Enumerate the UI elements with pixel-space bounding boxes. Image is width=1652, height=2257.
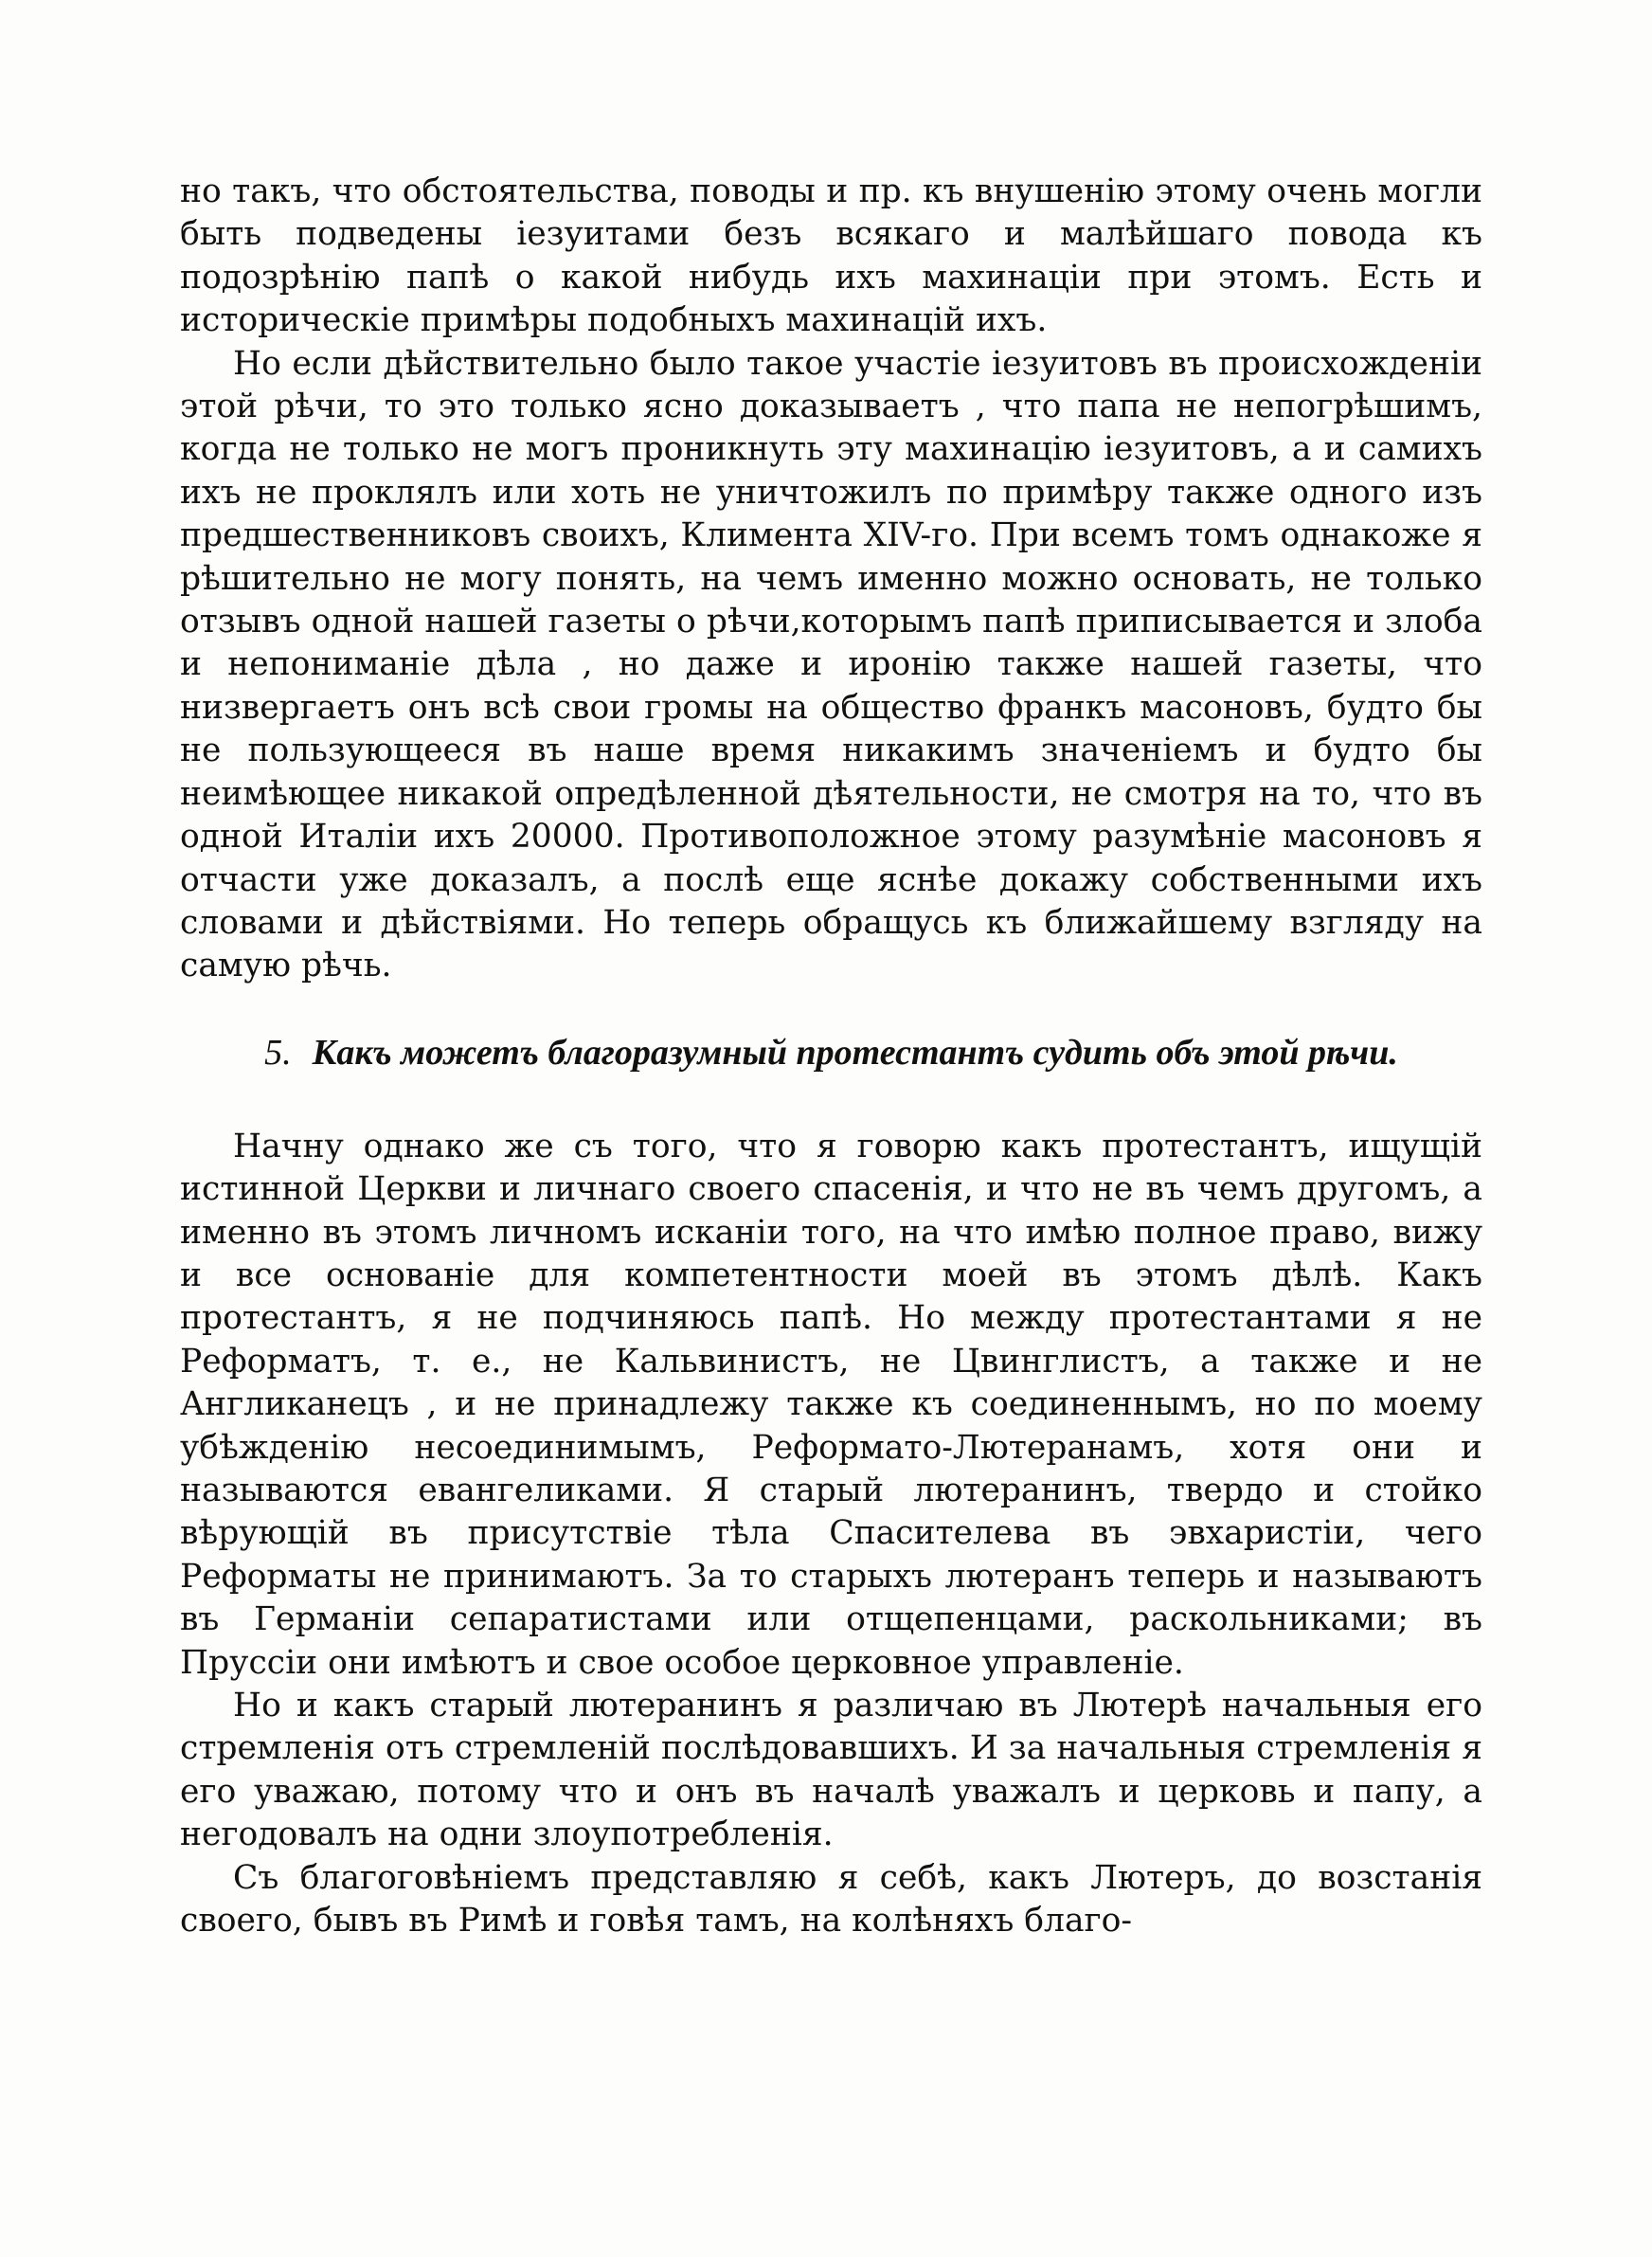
paragraph-continued: Съ благоговѣніемъ представляю я себѣ, какъ Лютеръ, до возстанія своего, бывъ въ Римѣ и говѣя тамъ, на колѣняхъ благо-: [180, 1858, 1482, 1941]
page-text: [180, 171, 1482, 1942]
section-title: Какъ можетъ благоразумный протестантъ судить объ этой рѣчи.: [312, 1032, 1398, 1073]
paragraph: Но и какъ старый лютеранинъ я различаю въ Лютерѣ начальныя его стремленія отъ стремленій послѣдовавшихъ. И за начальныя стремленія я его уважаю, потому что и онъ въ началѣ уважалъ и церковь и папу, а негодовалъ на одни злоупотребленія.: [180, 1687, 1482, 1854]
section-heading: [180, 1031, 1482, 1074]
paragraph-continuation: но такъ, что обстоятельства, поводы и пр. къ внушенію этому очень могли быть подведены іезуитами безъ всякаго и малѣйшаго повода къ подозрѣнію папѣ о какой нибудь ихъ махинаціи при этомъ. Есть и историческіе примѣры подобныхъ махинацій ихъ.: [180, 172, 1482, 340]
paragraph: Начну однако же съ того, что я говорю какъ протестантъ, ищущій истинной Церкви и личнаго своего спасенія, и что не въ чемъ другомъ, а именно въ этомъ личномъ исканіи того, на что имѣю полное право, вижу и все основаніе для компетентности моей въ этомъ дѣлѣ. Какъ протестантъ, я не подчиняюсь папѣ. Но между протестантами я не Реформатъ, т. е., не Кальвинистъ, не Цвинглистъ, а также и не Англиканецъ , и не принадлежу также къ соединеннымъ, но по моему убѣжденію несоединимымъ, Реформато-Лютеранамъ, хотя они и называются евангеликами. Я старый лютеранинъ, твердо и стойко вѣрующій въ присутствіе тѣла Спасителева въ эвхаристіи, чего Реформаты не принимаютъ. За то старыхъ лютеранъ теперь и называютъ въ Германіи сепаратистами или отщепенцами, раскольниками; въ Пруссіи они имѣютъ и свое особое церковное управленіе.: [180, 1127, 1482, 1682]
paragraph: Но если дѣйствительно было такое участіе іезуитовъ въ происхожденіи этой рѣчи, то это только ясно доказываетъ , что папа не непогрѣшимъ, когда не только не могъ проникнуть эту махинацію іезуитовъ, а и самихъ ихъ не проклялъ или хоть не уничтожилъ по примѣру также одного изъ предшественниковъ своихъ, Климента XIV-го. При всемъ томъ однакоже я рѣшительно не могу понять, на чемъ именно можно основать, не только отзывъ одной нашей газеты о рѣчи,которымъ папѣ приписывается и злоба и непониманіе дѣла , но даже и иронію также нашей газеты, что низвергаетъ онъ всѣ свои громы на общество франкъ масоновъ, будто бы не пользующееся въ наше время никакимъ значеніемъ и будто бы неимѣющее никакой опредѣленной дѣятельности, не смотря на то, что въ одной Италіи ихъ 20000. Противоположное этому разумѣніе масоновъ я отчасти уже доказалъ, а послѣ еще яснѣе докажу собственными ихъ словами и дѣйствіями. Но теперь обращусь къ ближайшему взгляду на самую рѣчь.: [180, 344, 1482, 985]
section-number: 5.: [264, 1032, 292, 1073]
